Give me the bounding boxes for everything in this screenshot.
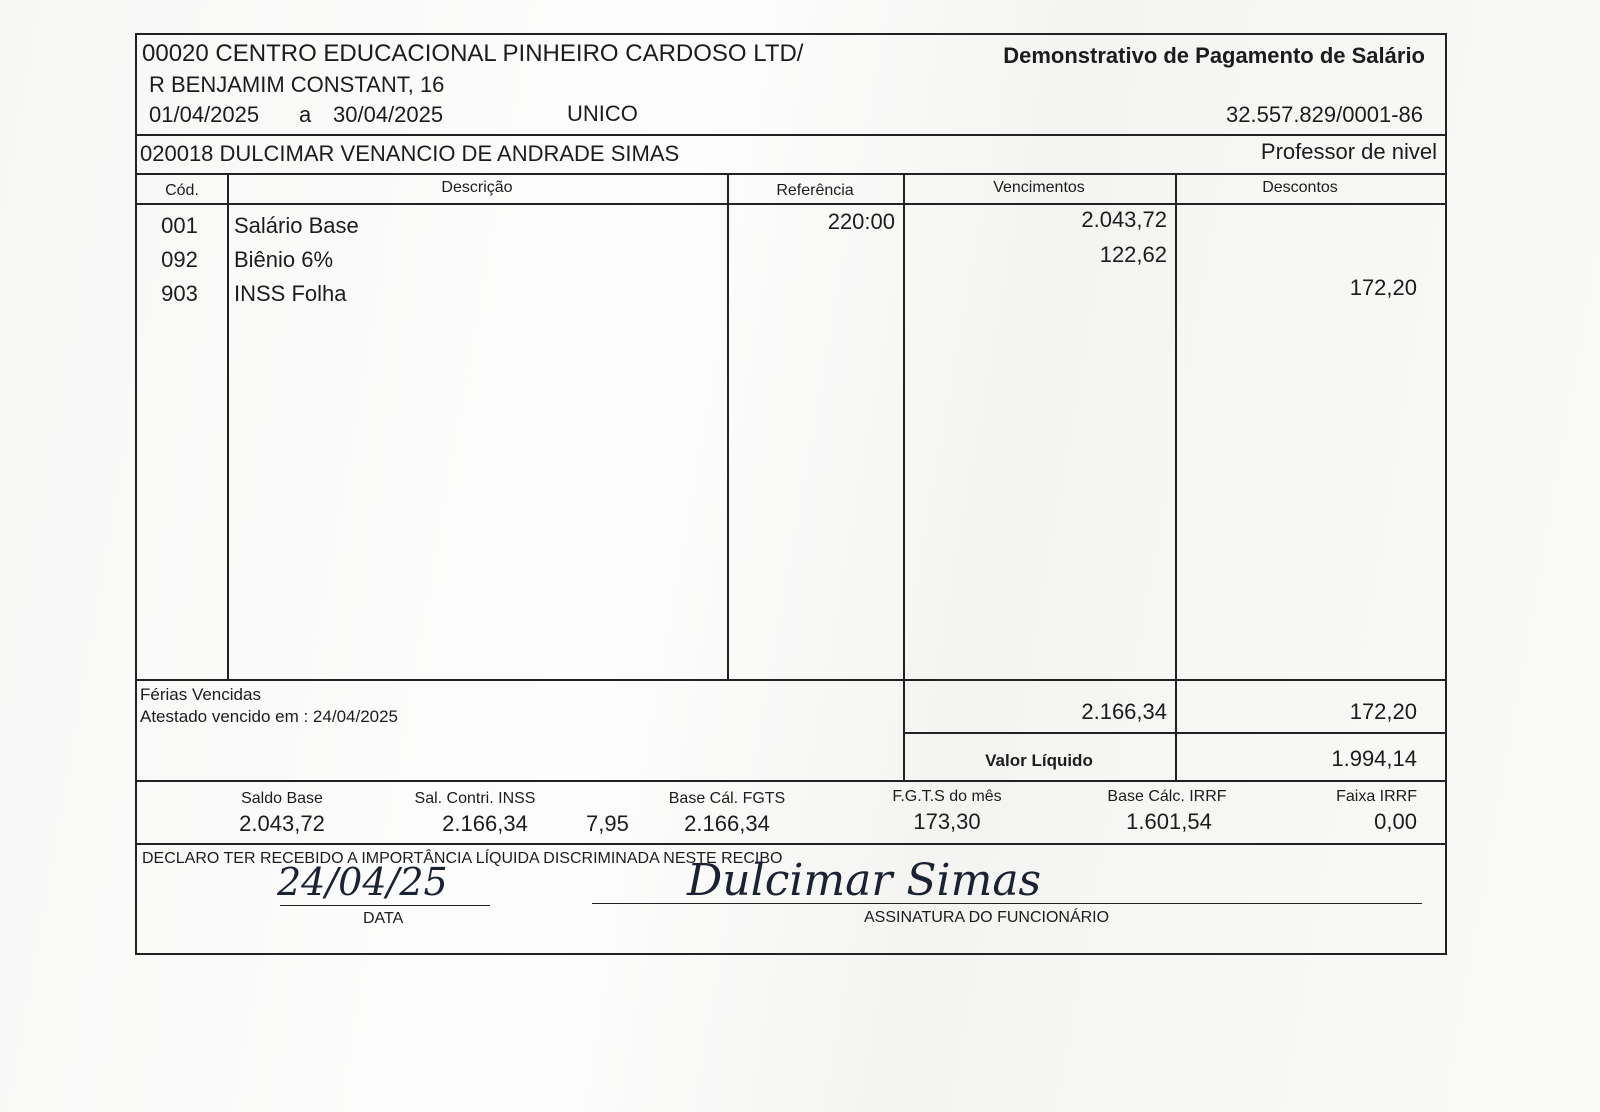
item-referencia: 220:00 (827, 209, 895, 234)
base-irrf-label: Base Cálc. IRRF (1107, 788, 1227, 805)
divider (137, 203, 1445, 205)
column-separator (227, 173, 229, 679)
item-cod: 903 (161, 281, 198, 306)
column-header-referencia: Referência (776, 182, 854, 199)
column-header-descricao: Descrição (441, 179, 513, 196)
signature-label: ASSINATURA DO FUNCIONÁRIO (864, 909, 1110, 926)
total-vencimentos: 2.166,34 (1081, 699, 1167, 724)
fgts-mes-value: 173,30 (913, 809, 981, 834)
employee-role: Professor de nivel (1260, 139, 1437, 164)
base-irrf-value: 1.601,54 (1126, 809, 1212, 834)
net-pay-label: Valor Líquido (985, 751, 1093, 770)
payslip (135, 33, 1447, 955)
base-fgts-label: Base Cál. FGTS (668, 790, 786, 807)
sal-contri-inss-value: 2.166,34 (442, 811, 528, 836)
saldo-base-label: Saldo Base (241, 790, 323, 807)
company-name: 00020 CENTRO EDUCACIONAL PINHEIRO CARDOSO LTD/ (142, 40, 804, 67)
column-separator (1175, 173, 1177, 781)
date-handwritten: 24/04/25 (277, 860, 448, 904)
declaration-text: DECLARO TER RECEBIDO A IMPORTÂNCIA LÍQUIDA DISCRIMINADA NESTE RECIBO (142, 850, 783, 867)
period-start: 01/04/2025 (149, 102, 260, 127)
faixa-irrf-label: Faixa IRRF (1336, 788, 1417, 805)
item-desconto: 172,20 (1349, 275, 1417, 300)
note-ferias: Férias Vencidas (140, 685, 261, 704)
column-separator (903, 173, 905, 781)
column-separator (727, 173, 729, 679)
company-cnpj: 32.557.829/0001-86 (1226, 102, 1423, 127)
divider (137, 679, 1445, 681)
date-line (280, 905, 490, 906)
payroll-type: UNICO (567, 101, 638, 126)
column-header-descontos: Descontos (1262, 179, 1338, 196)
divider (137, 173, 1445, 175)
divider (137, 134, 1445, 136)
divider (903, 732, 1445, 734)
divider (137, 780, 1445, 782)
company-address: R BENJAMIM CONSTANT, 16 (149, 72, 445, 97)
saldo-base-value: 2.043,72 (239, 811, 325, 836)
item-vencimento: 2.043,72 (1081, 207, 1167, 232)
period-separator: a (299, 102, 312, 127)
period-end: 30/04/2025 (333, 102, 444, 127)
document-title: Demonstrativo de Pagamento de Salário (1003, 43, 1425, 68)
date-label: DATA (363, 910, 404, 927)
sal-contri-inss-label: Sal. Contri. INSS (414, 790, 536, 807)
item-cod: 001 (161, 213, 198, 238)
divider (137, 843, 1445, 845)
note-atestado: Atestado vencido em : 24/04/2025 (140, 707, 399, 726)
employee-id-name: 020018 DULCIMAR VENANCIO DE ANDRADE SIMAS (140, 141, 680, 166)
signature-handwritten: Dulcimar Simas (687, 855, 1042, 906)
faixa-irrf-value: 0,00 (1374, 809, 1417, 834)
item-vencimento: 122,62 (1099, 242, 1167, 267)
base-fgts-value: 2.166,34 (684, 811, 770, 836)
item-descricao: Biênio 6% (234, 247, 334, 272)
signature-line (592, 903, 1422, 904)
inss-percent: 7,95 (586, 811, 629, 836)
item-descricao: INSS Folha (234, 281, 347, 306)
item-descricao: Salário Base (234, 213, 359, 238)
column-header-vencimentos: Vencimentos (993, 179, 1085, 196)
column-header-cod: Cód. (165, 182, 199, 199)
fgts-mes-label: F.G.T.S do mês (892, 788, 1002, 805)
item-cod: 092 (161, 247, 198, 272)
net-pay-value: 1.994,14 (1331, 746, 1417, 771)
total-descontos: 172,20 (1349, 699, 1417, 724)
